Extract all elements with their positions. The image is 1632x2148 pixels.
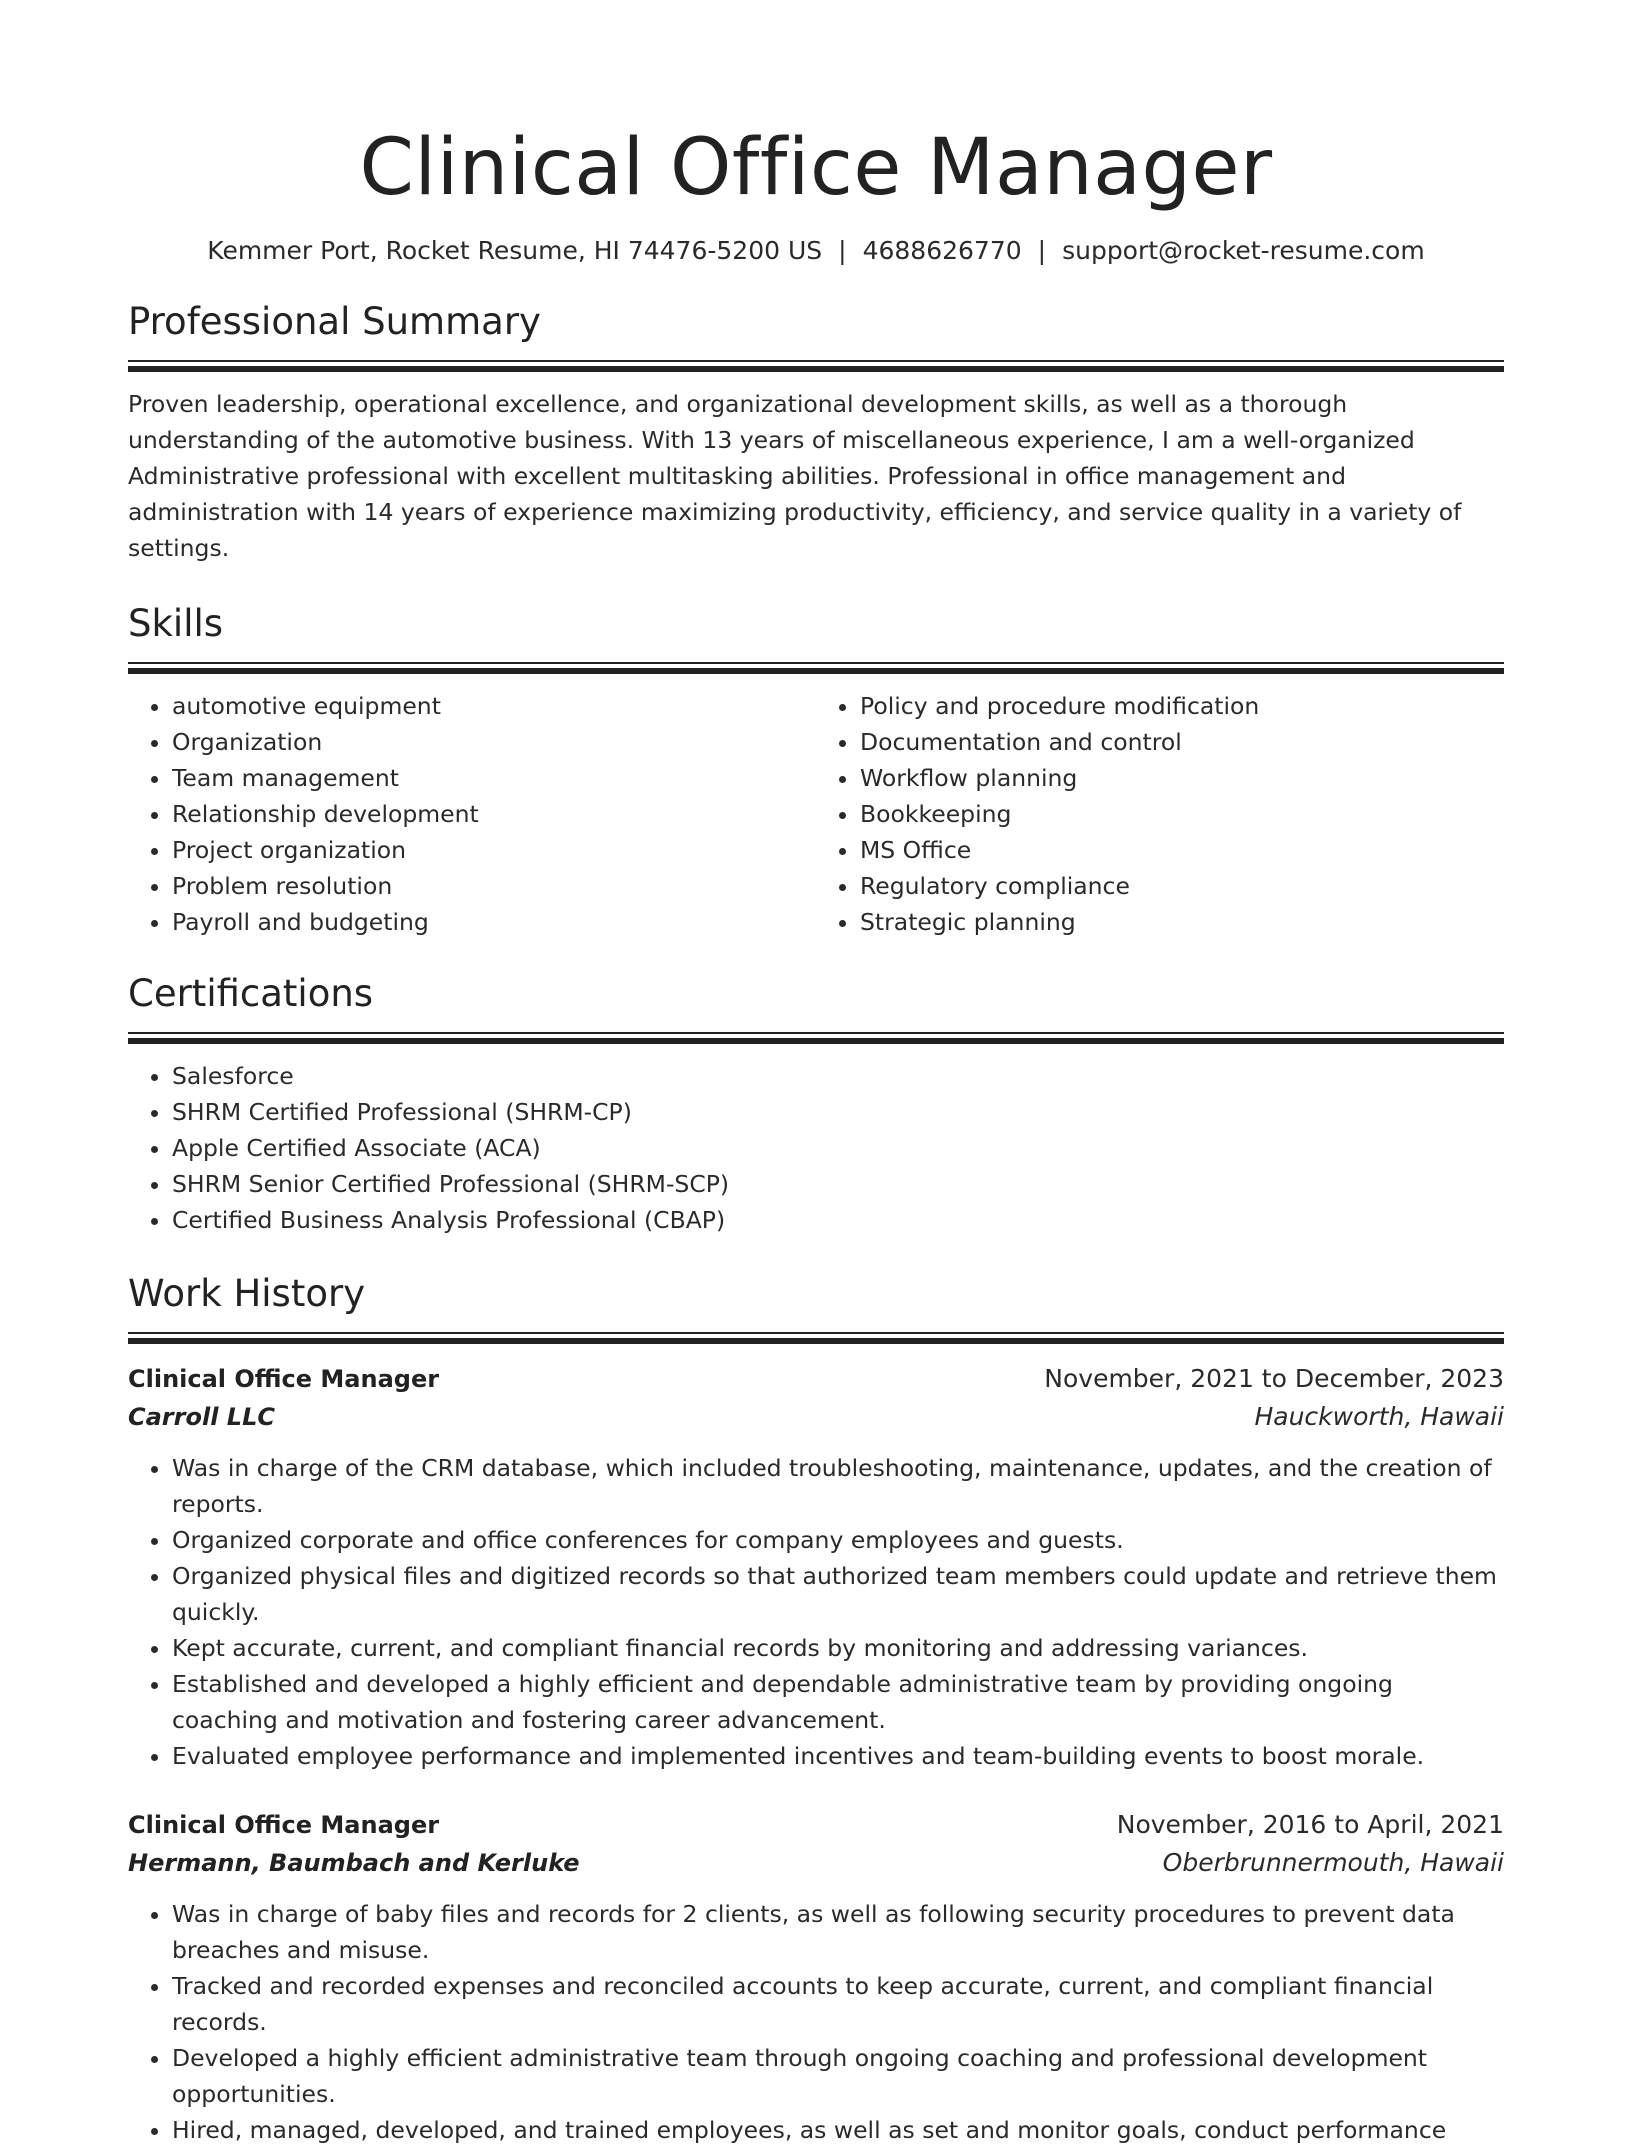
skill-item: • Strategic planning [860,904,1504,940]
certification-item: • Salesforce [172,1058,1504,1094]
job-company: Hermann, Baumbach and Kerluke [128,1849,580,1877]
job-bullet: • Kept accurate, current, and compliant financial records by monitoring and addressing variances. [172,1630,1504,1666]
job-header [128,1360,1504,1398]
skill-item: • automotive equipment [172,688,816,724]
skill-item: • Bookkeeping [860,796,1504,832]
job-bullets [128,1450,1504,1774]
skill-item: • Regulatory compliance [860,868,1504,904]
certifications-section [128,970,1504,1238]
section-title-summary: Professional Summary [128,300,541,343]
job-title: Clinical Office Manager [128,1365,440,1393]
skills-columns [128,688,1504,940]
job-location: Oberbrunnermouth, Hawaii [1162,1848,1504,1877]
summary-section [128,298,1504,566]
skills-list-right [816,688,1504,940]
job-subheader [128,1844,1504,1882]
skill-item: • Team management [172,760,816,796]
skills-list-left [128,688,816,940]
job-bullet: • Hired, managed, developed, and trained employees, as well as set and monitor goals, conduct performance [172,2112,1504,2148]
job-bullet: • Organized physical files and digitized records so that authorized team members could update and retrieve them quickly. [172,1558,1504,1630]
section-rule [128,360,1504,372]
job-subheader [128,1398,1504,1436]
section-title-skills: Skills [128,602,224,645]
job-bullet: • Evaluated employee performance and implemented incentives and team-building events to boost morale. [172,1738,1504,1774]
job-location: Hauckworth, Hawaii [1254,1402,1504,1431]
section-rule [128,1032,1504,1044]
job-entry [128,1360,1504,1774]
skill-item: • Organization [172,724,816,760]
job-entry [128,1806,1504,2148]
job-bullets [128,1896,1504,2148]
contact-email: support@rocket-resume.com [1062,236,1425,265]
job-bullet: • Organized corporate and office conferences for company employees and guests. [172,1522,1504,1558]
certifications-list [128,1058,1504,1238]
section-rule [128,662,1504,674]
job-bullet: • Established and developed a highly efficient and dependable administrative team by providing ongoing coaching and motivation and fostering career advancement. [172,1666,1504,1738]
skill-item: • Payroll and budgeting [172,904,816,940]
section-title-certifications: Certifications [128,972,374,1015]
section-title-work-history: Work History [128,1272,366,1315]
certification-item: • Apple Certified Associate (ACA) [172,1130,1504,1166]
job-bullet: • Was in charge of the CRM database, which included troubleshooting, maintenance, updates, and the creation of reports. [172,1450,1504,1522]
contact-separator: | [1037,236,1047,265]
job-bullet: • Developed a highly efficient administrative team through ongoing coaching and professional development opportunities. [172,2040,1504,2112]
contact-address: Kemmer Port, Rocket Resume, HI 74476-5200 US [207,236,823,265]
job-dates: November, 2021 to December, 2023 [1044,1364,1504,1393]
skill-item: • Problem resolution [172,868,816,904]
job-bullet: • Tracked and recorded expenses and reconciled accounts to keep accurate, current, and compliant financial records. [172,1968,1504,2040]
job-bullet: • Was in charge of baby files and records for 2 clients, as well as following security procedures to prevent data breaches and misuse. [172,1896,1504,1968]
skill-item: • Relationship development [172,796,816,832]
skill-item: • MS Office [860,832,1504,868]
contact-phone: 4688626770 [862,236,1022,265]
skill-item: • Policy and procedure modification [860,688,1504,724]
summary-text: Proven leadership, operational excellence, and organizational development skills, as well as a thorough understanding of the automotive business. With 13 years of miscellaneous experience, I am a well-organized Administrative professional with excellent multitasking abilities. Professional in office management and administration with 14 years of experience maximizing productivity, efficiency, and service quality in a variety of settings. [128,390,1462,562]
skill-item: • Workflow planning [860,760,1504,796]
section-rule [128,1332,1504,1344]
skill-item: • Documentation and control [860,724,1504,760]
skills-section [128,600,1504,940]
contact-line [128,234,1504,268]
certification-item: • SHRM Certified Professional (SHRM-CP) [172,1094,1504,1130]
certification-item: • SHRM Senior Certified Professional (SHRM-SCP) [172,1166,1504,1202]
job-dates: November, 2016 to April, 2021 [1116,1810,1504,1839]
skill-item: • Project organization [172,832,816,868]
job-company: Carroll LLC [128,1403,275,1431]
work-history-section [128,1270,1504,2148]
contact-separator: | [838,236,847,265]
job-title: Clinical Office Manager [128,1811,440,1839]
resume-page [128,0,1504,2148]
certification-item: • Certified Business Analysis Professional (CBAP) [172,1202,1504,1238]
resume-name: Clinical Office Manager [359,123,1273,213]
job-header [128,1806,1504,1844]
